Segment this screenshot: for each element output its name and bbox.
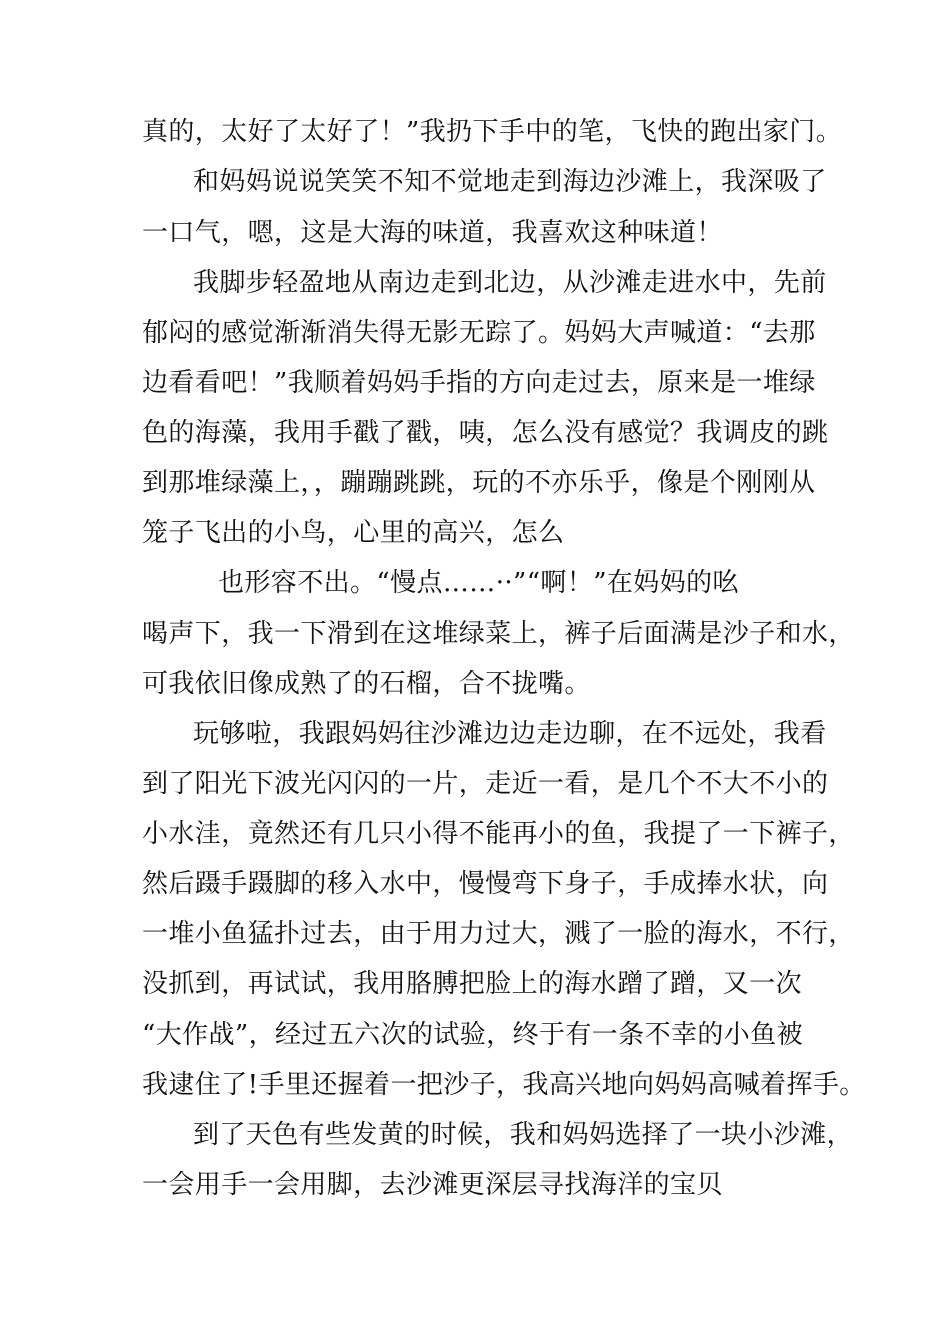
text-line: 和妈妈说说笑笑不知不觉地走到海边沙滩上，我深吸了 bbox=[193, 167, 827, 197]
text-line: 我逮住了!手里还握着一把沙子，我高兴地向妈妈高喊着挥手。 bbox=[142, 1070, 866, 1100]
text-line: 一口气，嗯，这是大海的味道，我喜欢这种味道！ bbox=[142, 218, 723, 248]
text-line: 色的海藻，我用手戳了戳，咦，怎么没有感觉？我调皮的跳 bbox=[142, 418, 829, 448]
text-line: 玩够啦，我跟妈妈往沙滩边边走边聊，在不远处，我看 bbox=[193, 719, 827, 749]
text-line: 喝声下，我一下滑到在这堆绿菜上，裤子后面满是沙子和水， bbox=[142, 619, 855, 649]
text-line: 到了阳光下波光闪闪的一片，走近一看，是几个不大不小的 bbox=[142, 769, 829, 799]
text-line: 边看看吧！”我顺着妈妈手指的方向走过去，原来是一堆绿 bbox=[142, 368, 816, 398]
text-line: 笼子飞出的小鸟，心里的高兴，怎么 bbox=[142, 518, 565, 548]
text-line: 一会用手一会用脚，去沙滩更深层寻找海洋的宝贝 bbox=[142, 1170, 723, 1200]
text-line: 到了天色有些发黄的时候，我和妈妈选择了一块小沙滩， bbox=[193, 1120, 854, 1150]
text-line: 我脚步轻盈地从南边走到北边，从沙滩走进水中，先前 bbox=[193, 268, 827, 298]
text-line: 真的，太好了太好了！”我扔下手中的笔，飞快的跑出家门。 bbox=[142, 117, 843, 147]
text-line: 然后蹑手蹑脚的移入水中，慢慢弯下身子，手成捧水状，向 bbox=[142, 869, 829, 899]
text-line: 没抓到，再试试，我用胳膊把脸上的海水蹭了蹭，又一次 bbox=[142, 969, 803, 999]
text-line: “大作战”，经过五六次的试验，终于有一条不幸的小鱼被 bbox=[142, 1020, 803, 1050]
text-line: 小水洼，竟然还有几只小得不能再小的鱼，我提了一下裤子， bbox=[142, 819, 855, 849]
text-line: 也形容不出。“慢点……··”“啊！”在妈妈的吆 bbox=[218, 568, 739, 598]
text-line: 可我依旧像成熟了的石榴，合不拢嘴。 bbox=[142, 669, 591, 699]
text-line: 郁闷的感觉渐渐消失得无影无踪了。妈妈大声喊道：“去那 bbox=[142, 318, 816, 348]
text-line: 到那堆绿藻上，，蹦蹦跳跳，玩的不亦乐乎，像是个刚刚从 bbox=[142, 468, 816, 498]
text-line: 一堆小鱼猛扑过去，由于用力过大，溅了一脸的海水，不行， bbox=[142, 919, 855, 949]
